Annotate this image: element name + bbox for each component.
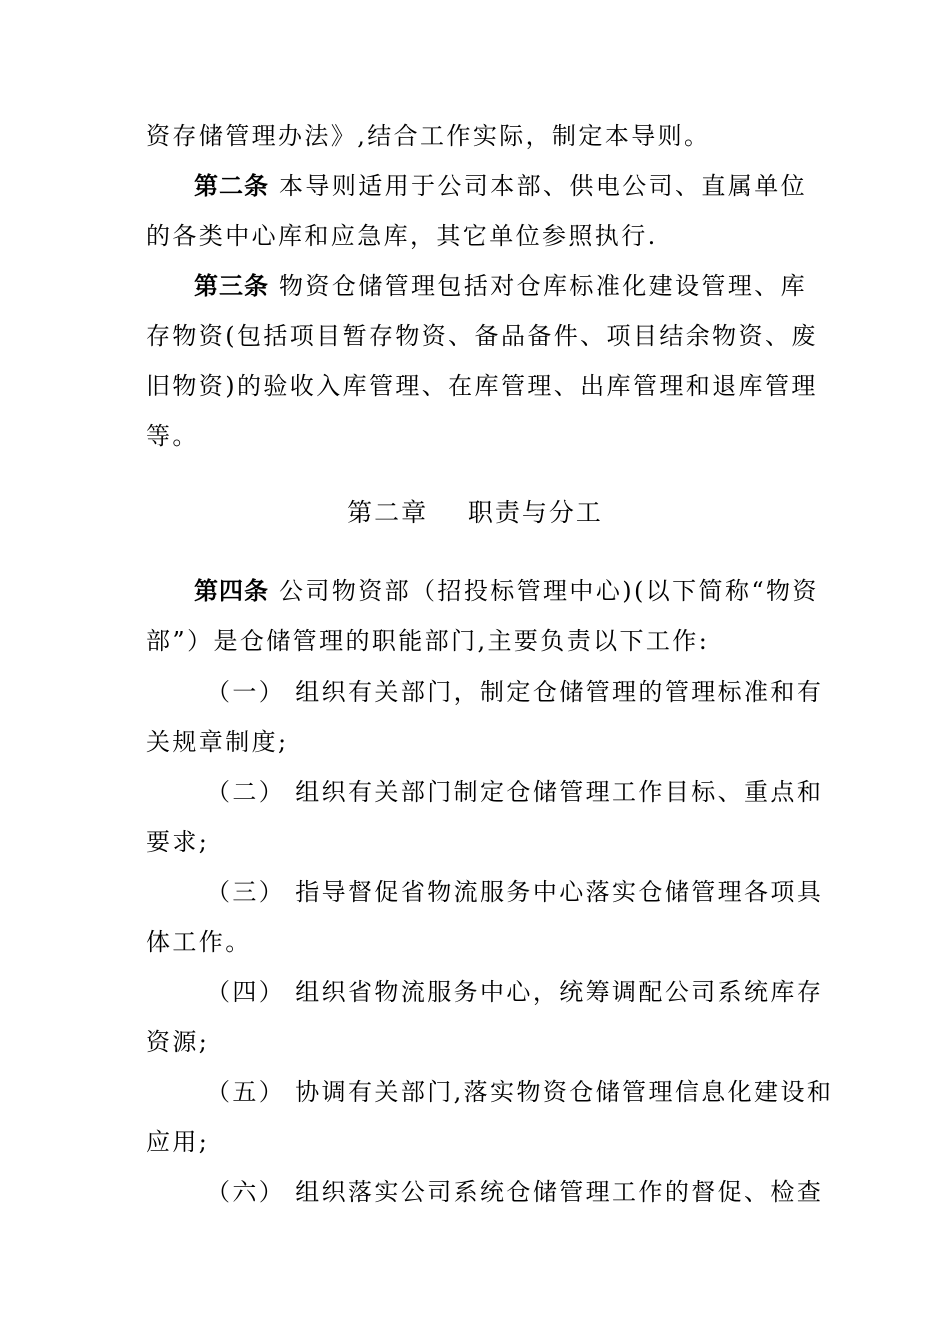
article-2-line-2: 的各类中心库和应急库，其它单位参照执行. <box>146 222 658 250</box>
article-4-line-1 <box>194 575 819 607</box>
item-2-line-2: 要求; <box>146 828 210 856</box>
chapter-2-title: 第二章 职责与分工 <box>347 498 603 527</box>
item-1-line-1: （一） 组织有关部门，制定仓储管理的管理标准和有 <box>206 678 824 706</box>
article-2-line-1 <box>194 170 808 202</box>
intro-line-1: 资存储管理办法》,结合工作实际，制定本导则。 <box>146 122 711 150</box>
article-3-line-4: 等。 <box>146 422 199 450</box>
article-4-text-1: 公司物资部（招投标管理中心)(以下简称“物资 <box>279 577 819 605</box>
article-3-line-2: 存物资(包括项目暂存物资、备品备件、项目结余物资、废 <box>146 322 818 350</box>
item-4-line-1: （四） 组织省物流服务中心，统筹调配公司系统库存 <box>206 978 824 1006</box>
item-5-line-2: 应用; <box>146 1128 210 1156</box>
item-2-line-1: （二） 组织有关部门制定仓储管理工作目标、重点和 <box>206 778 824 806</box>
item-3-line-2: 体工作。 <box>146 928 252 956</box>
article-3-line-3: 旧物资)的验收入库管理、在库管理、出库管理和退库管理 <box>146 372 818 400</box>
article-3-text-1: 物资仓储管理包括对仓库标准化建设管理、库 <box>279 272 808 300</box>
item-4-line-2: 资源; <box>146 1028 210 1056</box>
article-4-label: 第四条 <box>194 576 269 605</box>
item-5-line-1: （五） 协调有关部门,落实物资仓储管理信息化建设和 <box>206 1078 834 1106</box>
article-4-line-2: 部”）是仓储管理的职能部门,主要负责以下工作: <box>146 627 710 655</box>
article-2-text-1: 本导则适用于公司本部、供电公司、直属单位 <box>279 172 808 200</box>
article-3-line-1 <box>194 270 808 302</box>
item-6-line-1: （六） 组织落实公司系统仓储管理工作的督促、检查 <box>206 1178 824 1206</box>
item-1-line-2: 关规章制度; <box>146 728 289 756</box>
article-3-label: 第三条 <box>194 271 269 300</box>
article-2-label: 第二条 <box>194 171 269 200</box>
item-3-line-1: （三） 指导督促省物流服务中心落实仓储管理各项具 <box>206 878 824 906</box>
